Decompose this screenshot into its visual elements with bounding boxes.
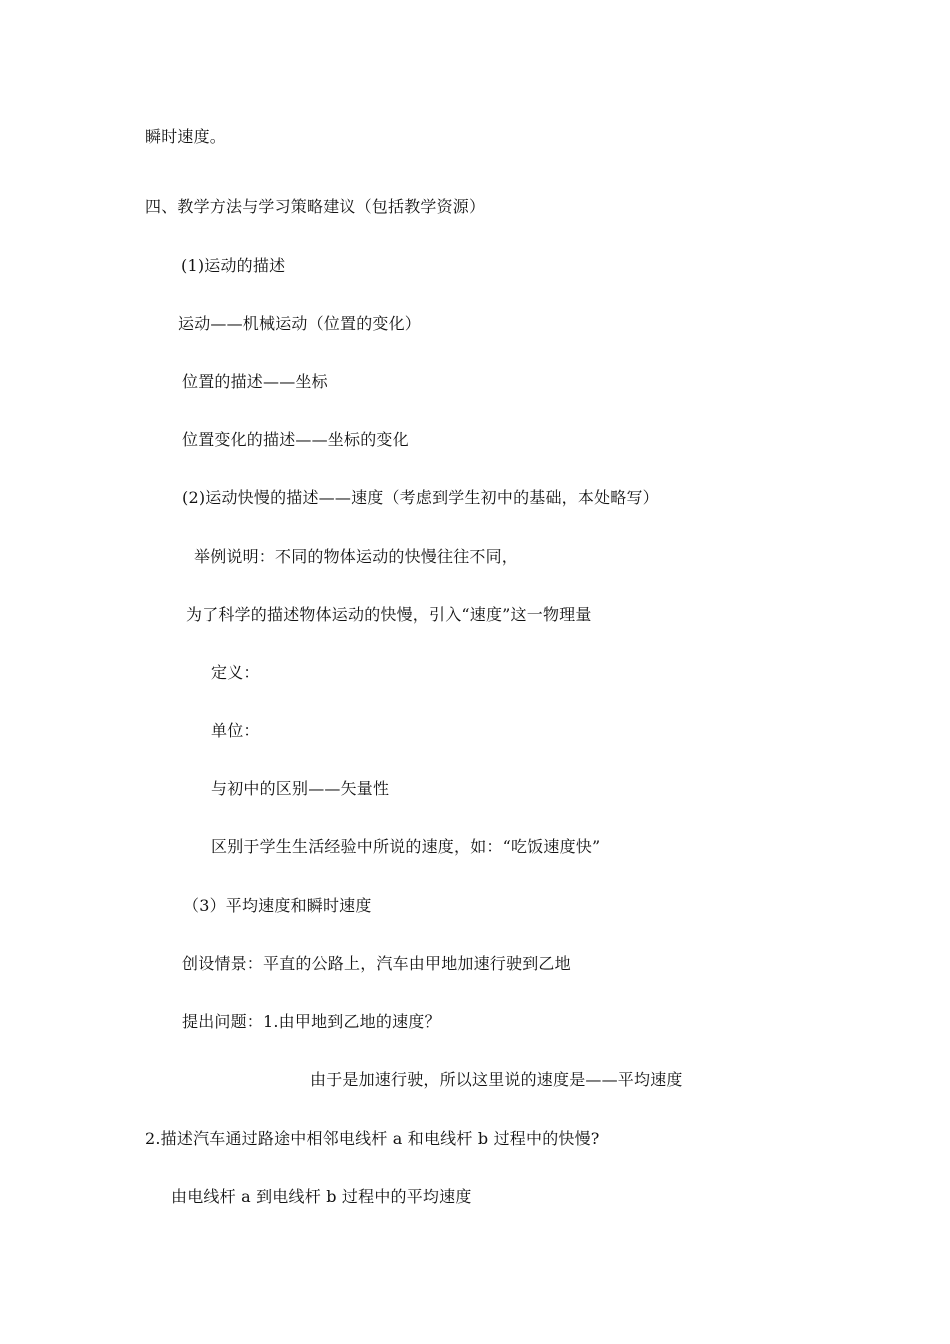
- subheading-speed-description: (2)运动快慢的描述——速度（考虑到学生初中的基础，本处略写）: [182, 488, 659, 507]
- text-line-definition: 定义：: [211, 663, 260, 682]
- subheading-motion-description: (1)运动的描述: [181, 256, 286, 275]
- text-line-vector: 与初中的区别——矢量性: [211, 779, 390, 798]
- text-line-mechanical-motion: 运动——机械运动（位置的变化）: [178, 314, 422, 333]
- text-line-position-change: 位置变化的描述——坐标的变化: [182, 430, 409, 449]
- text-line-example: 举例说明：不同的物体运动的快慢往往不同，: [194, 547, 519, 566]
- text-line-instantaneous-speed: 瞬时速度。: [145, 127, 227, 146]
- section-heading-teaching-methods: 四、教学方法与学习策略建议（包括教学资源）: [145, 197, 486, 216]
- text-line-scenario: 创设情景：平直的公路上，汽车由甲地加速行驶到乙地: [182, 954, 571, 973]
- text-line-answer-2: 由电线杆 a 到电线杆 b 过程中的平均速度: [171, 1187, 472, 1206]
- text-line-position-coordinate: 位置的描述——坐标: [182, 372, 328, 391]
- text-line-question-1: 提出问题：1.由甲地到乙地的速度？: [182, 1012, 441, 1031]
- subheading-average-instant-speed: （3）平均速度和瞬时速度: [183, 896, 372, 915]
- text-line-life-experience: 区别于学生生活经验中所说的速度，如：“吃饭速度快”: [211, 837, 601, 856]
- text-line-answer-1: 由于是加速行驶，所以这里说的速度是——平均速度: [310, 1070, 683, 1089]
- text-line-unit: 单位：: [211, 721, 260, 740]
- text-line-introduce-speed: 为了科学的描述物体运动的快慢，引入“速度”这一物理量: [186, 605, 592, 624]
- text-line-question-2: 2.描述汽车通过路途中相邻电线杆 a 和电线杆 b 过程中的快慢?: [145, 1129, 600, 1148]
